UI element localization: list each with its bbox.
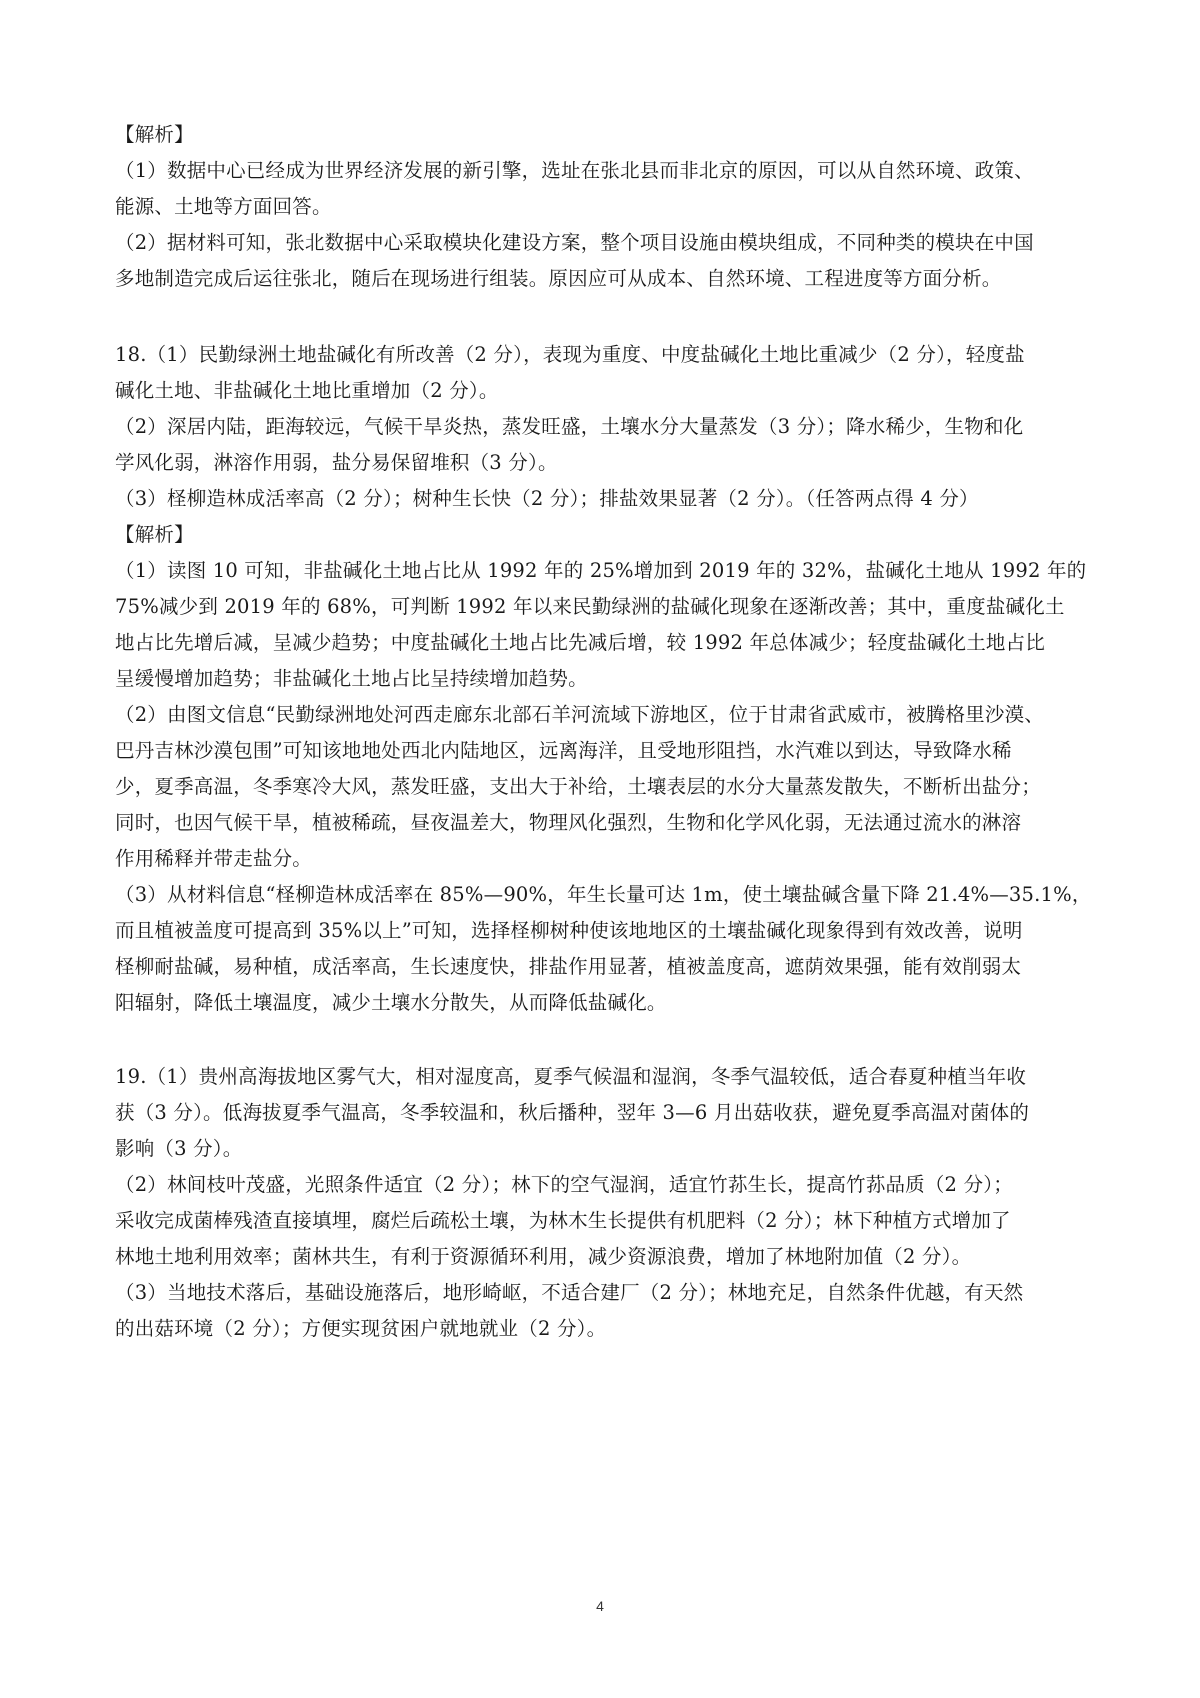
q17-analysis-p1-line1: （1）数据中心已经成为世界经济发展的新引擎，选址在张北县而非北京的原因，可以从自然环境、政策、 <box>115 159 1034 182</box>
q17-analysis-p2-line2: 多地制造完成后运往张北，随后在现场进行组装。原因应可从成本、自然环境、工程进度等方面分析。 <box>115 267 1002 290</box>
q17-analysis-p2-line1: （2）据材料可知，张北数据中心采取模块化建设方案，整个项目设施由模块组成，不同种类的模块在中国 <box>115 231 1034 254</box>
q18-answer-line4: 学风化弱，淋溶作用弱，盐分易保留堆积（3 分）。 <box>115 451 558 474</box>
q19-answer-line3: 影响（3 分）。 <box>115 1137 243 1160</box>
q19-answer-line8: 的出菇环境（2 分）；方便实现贫困户就地就业（2 分）。 <box>115 1317 607 1340</box>
q18-analysis-line11: 而且植被盖度可提高到 35%以上”可知，选择柽柳树种使该地地区的土壤盐碱化现象得到有效改善，说明 <box>115 919 1023 942</box>
q18-analysis-line6: 巴丹吉林沙漠包围”可知该地地处西北内陆地区，远离海洋，且受地形阻挡，水汽难以到达，导致降水稀 <box>115 739 1012 762</box>
q19-answer-line7: （3）当地技术落后，基础设施落后，地形崎岖，不适合建厂（2 分）；林地充足，自然条件优越，有天然 <box>115 1281 1024 1304</box>
page-number: 4 <box>596 1598 604 1614</box>
q18-analysis-line1: （1）读图 10 可知，非盐碱化土地占比从 1992 年的 25%增加到 2019 年的 32%，盐碱化土地从 1992 年的 <box>115 559 1087 582</box>
q18-answer-line3: （2）深居内陆，距海较远，气候干旱炎热，蒸发旺盛，土壤水分大量蒸发（3 分）；降水稀少，生物和化 <box>115 415 1024 438</box>
q19-answer-line2: 获（3 分）。低海拔夏季气温高，冬季较温和，秋后播种，翌年 3—6 月出菇收获，避免夏季高温对菌体的 <box>115 1101 1030 1124</box>
q18-analysis-line3: 地占比先增后减，呈减少趋势；中度盐碱化土地占比先减后增，较 1992 年总体减少；轻度盐碱化土地占比 <box>115 631 1046 654</box>
q19-answer-line4: （2）林间枝叶茂盛，光照条件适宜（2 分）；林下的空气湿润，适宜竹荪生长，提高竹荪品质（2 分）； <box>115 1173 1013 1196</box>
q18-answer-line2: 碱化土地、非盐碱化土地比重增加（2 分）。 <box>115 379 499 402</box>
q18-analysis-line10: （3）从材料信息“柽柳造林成活率在 85%—90%，年生长量可达 1m，使土壤盐碱含量下降 21.4%—35.1%， <box>115 883 1092 906</box>
q18-answer-line1: 18.（1）民勤绿洲土地盐碱化有所改善（2 分），表现为重度、中度盐碱化土地比重减少（2 分），轻度盐 <box>115 343 1025 366</box>
q19-answer-line5: 采收完成菌棒残渣直接填埋，腐烂后疏松土壤，为林木生长提供有机肥料（2 分）；林下种植方式增加了 <box>115 1209 1011 1232</box>
q18-analysis-line12: 柽柳耐盐碱，易种植，成活率高，生长速度快，排盐作用显著，植被盖度高，遮荫效果强，能有效削弱太 <box>115 955 1022 978</box>
q18-analysis-line4: 呈缓慢增加趋势；非盐碱化土地占比呈持续增加趋势。 <box>115 667 588 690</box>
q18-analysis-line8: 同时，也因气候干旱，植被稀疏，昼夜温差大，物理风化强烈，生物和化学风化弱，无法通过流水的淋溶 <box>115 811 1022 834</box>
q18-analysis-line2: 75%减少到 2019 年的 68%，可判断 1992 年以来民勤绿洲的盐碱化现象在逐渐改善；其中，重度盐碱化土 <box>115 595 1065 618</box>
section-spacer <box>115 1021 1090 1059</box>
q17-analysis-p1-line2: 能源、土地等方面回答。 <box>115 195 332 218</box>
q18-analysis-line5: （2）由图文信息“民勤绿洲地处河西走廊东北部石羊河流域下游地区，位于甘肃省武威市，被腾格里沙漠、 <box>115 703 1044 726</box>
q18-analysis-line9: 作用稀释并带走盐分。 <box>115 847 313 870</box>
section-spacer <box>115 297 1090 337</box>
q18-answer-line5: （3）柽柳造林成活率高（2 分）；树种生长快（2 分）；排盐效果显著（2 分）。（任答两点得 4 分） <box>115 487 979 510</box>
analysis-heading-q17: 【解析】 <box>115 123 194 146</box>
document-body <box>115 117 1090 1347</box>
q18-analysis-line7: 少，夏季高温，冬季寒冷大风，蒸发旺盛，支出大于补给，土壤表层的水分大量蒸发散失，不断析出盐分； <box>115 775 1041 798</box>
analysis-heading-q18: 【解析】 <box>115 523 194 546</box>
q19-answer-line6: 林地土地利用效率；菌林共生，有利于资源循环利用，减少资源浪费，增加了林地附加值（2 分）。 <box>115 1245 972 1268</box>
q19-answer-line1: 19.（1）贵州高海拔地区雾气大，相对湿度高，夏季气候温和湿润，冬季气温较低，适合春夏种植当年收 <box>115 1065 1027 1088</box>
q18-analysis-line13: 阳辐射，降低土壤温度，减少土壤水分散失，从而降低盐碱化。 <box>115 991 667 1014</box>
